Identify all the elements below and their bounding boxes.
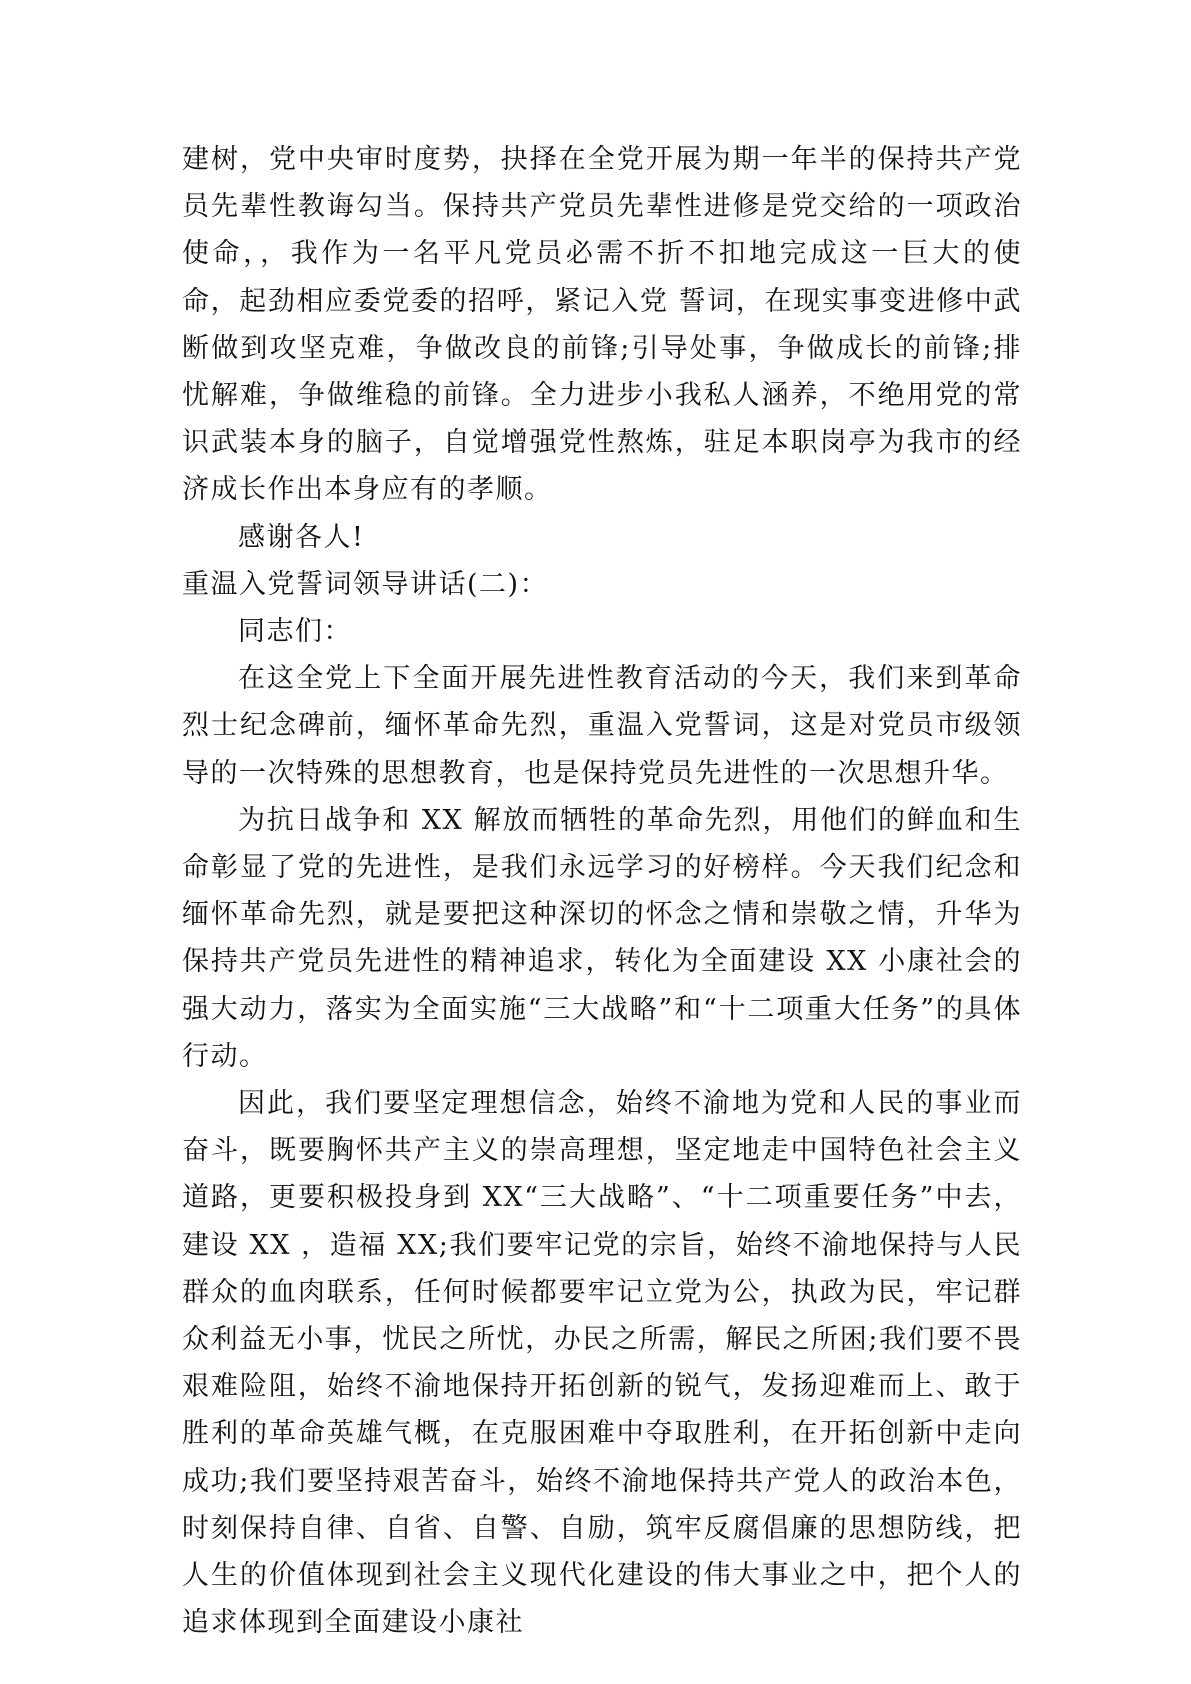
paragraph-intro: 在这全党上下全面开展先进性教育活动的今天，我们来到革命烈士纪念碑前，缅怀革命先烈，重温入党誓词，这是对党员市级领导的一次特殊的思想教育，也是保持党员先进性的一次思想升华。 xyxy=(182,663,1022,789)
section-title: 重温入党誓词领导讲话(二)： xyxy=(182,568,549,600)
paragraph-martyrs: 为抗日战争和 XX 解放而牺牲的革命先烈，用他们的鲜血和生命彰显了党的先进性，是我们永远学习的好榜样。今天我们纪念和缅怀革命先烈，就是要把这种深切的怀念之情和崇敬之情，升华为保持共产党员先进性的精神追求，转化为全面建设 XX 小康社会的强大动力，落实为全面实施“三大战略”和“十二项重大任务”的具体行动。 xyxy=(182,804,1022,1072)
document-body xyxy=(182,136,1022,1647)
paragraph-salutation: 同志们： xyxy=(238,616,352,648)
paragraph-commitments: 因此，我们要坚定理想信念，始终不渝地为党和人民的事业而奋斗，既要胸怀共产主义的崇高理想，坚定地走中国特色社会主义道路，更要积极投身到 XX“三大战略”、“十二项重要任务”中去，建设 XX ，造福 XX;我们要牢记党的宗旨，始终不渝地保持与人民群众的血肉联系，任何时候都要牢记立党为公，执政为民，牢记群众利益无小事，忧民之所忧，办民之所需，解民之所困;我们要不畏艰难险阻，始终不渝地保持开拓创新的锐气，发扬迎难而上、敢于胜利的革命英雄气概，在克服困难中夺取胜利，在开拓创新中走向成功;我们要坚持艰苦奋斗，始终不渝地保持共产党人的政治本色，时刻保持自律、自省、自警、自励，筑牢反腐倡廉的思想防线，把人生的价值体现到社会主义现代化建设的伟大事业之中，把个人的追求体现到全面建设小康社 xyxy=(182,1088,1022,1639)
paragraph-thanks: 感谢各人! xyxy=(238,521,365,553)
paragraph-continuation: 建树，党中央审时度势，抉择在全党开展为期一年半的保持共产党员先辈性教诲勾当。保持共产党员先辈性进修是党交给的一项政治使命，，我作为一名平凡党员必需不折不扣地完成这一巨大的使命，起劲相应委党委的招呼，紧记入党 誓词，在现实事变进修中武断做到攻坚克难，争做改良的前锋;引导处事，争做成长的前锋;排忧解难，争做维稳的前锋。全力进步小我私人涵养，不绝用党的常识武装本身的脑子，自觉增强党性熬炼，驻足本职岗亭为我市的经济成长作出本身应有的孝顺。 xyxy=(182,144,1022,506)
